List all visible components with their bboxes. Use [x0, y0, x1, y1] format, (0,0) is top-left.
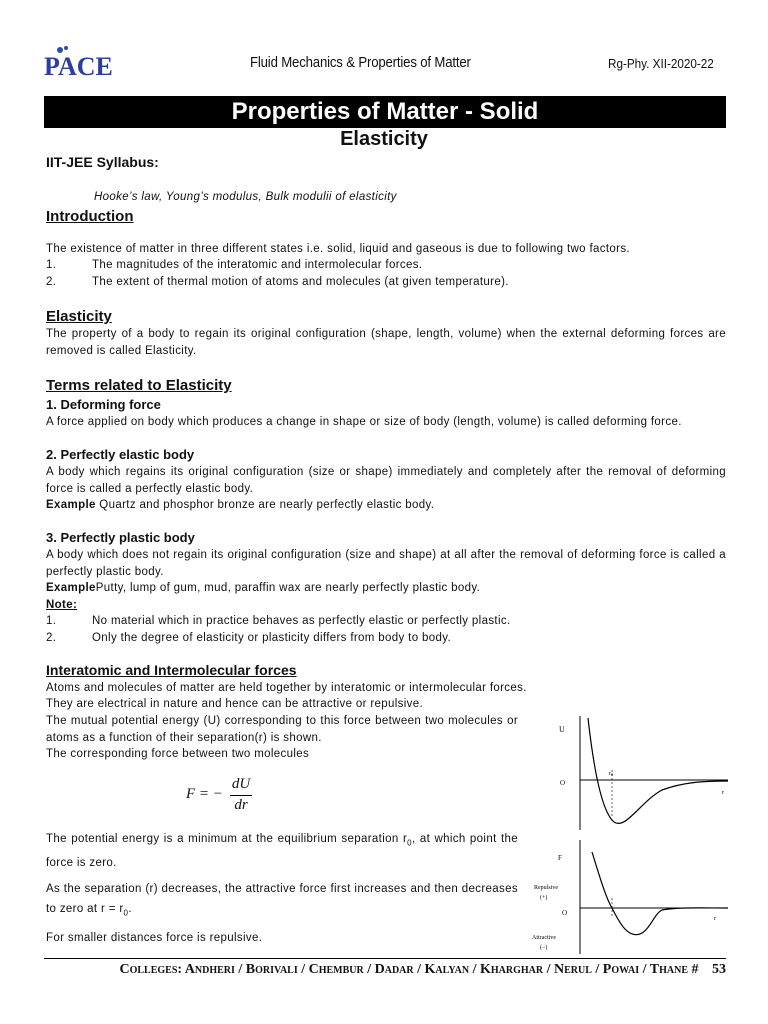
r-label: r — [714, 916, 716, 922]
footer-colleges: Colleges: Andheri / Borivali / Chembur / Dadar / Kalyan / Kharghar / Nerul / Powai / Thane # — [119, 962, 699, 977]
notes-list — [46, 613, 726, 647]
forces-para6 — [46, 879, 518, 923]
formula-denominator: dr — [234, 797, 248, 813]
note-label: Note: — [46, 599, 78, 611]
note-number: 1. — [46, 615, 57, 627]
note-text: Only the degree of elasticity or plasticity differs from body to body. — [92, 632, 452, 644]
para5-text-end: , at which point the force is zero. — [46, 833, 518, 870]
forces-heading: Interatomic and Intermolecular forces — [46, 662, 297, 678]
deforming-heading: 1. Deforming force — [46, 397, 161, 412]
plastic-text: A body which does not regain its original configuration (size and shape) at all after the removal of deforming force is called a perfectly plastic body. — [46, 549, 726, 578]
logo-text: PACE — [44, 52, 113, 80]
f-label: F — [558, 854, 562, 862]
potential-energy-graph — [528, 712, 736, 832]
attractive-label: Attractive — [532, 935, 556, 941]
para5-text: The potential energy is a minimum at the equilibrium separation r — [46, 833, 408, 845]
example-text: Quartz and phosphor bronze are nearly perfectly elastic body. — [95, 499, 435, 511]
elastic-heading: 2. Perfectly elastic body — [46, 447, 195, 462]
introduction-heading: Introduction — [46, 208, 134, 225]
para6-text: As the separation (r) decreases, the attractive force first increases and then decreases to zero at r = r — [46, 883, 518, 915]
footer-divider — [44, 958, 726, 959]
header-subject: Fluid Mechanics & Properties of Matter — [250, 54, 471, 71]
pace-logo — [44, 44, 134, 80]
item-number: 2. — [46, 276, 57, 288]
header-code: Rg-Phy. XII-2020-22 — [608, 56, 714, 71]
syllabus-text: Hooke’s law, Young’s modulus, Bulk modulii of elasticity — [94, 191, 397, 203]
forces-line1: Atoms and molecules of matter are held together by interatomic or intermolecular forces. — [46, 682, 527, 694]
terms-heading: Terms related to Elasticity — [46, 377, 232, 394]
elastic-text: A body which regains its original configuration (size or shape) immediately and completely after the removal of deforming force is called a perfectly elastic body. — [46, 466, 726, 495]
para5-subscript: 0 — [407, 838, 412, 848]
elastic-example — [46, 497, 434, 514]
plastic-heading: 3. Perfectly plastic body — [46, 530, 195, 545]
note-text: No material which in practice behaves as perfectly elastic or perfectly plastic. — [92, 615, 511, 627]
force-graph — [528, 838, 736, 954]
note-number: 2. — [46, 632, 57, 644]
deforming-text: A force applied on body which produces a change in shape or size of body (length, volume) is called deforming force. — [46, 416, 682, 428]
item-text: The extent of thermal motion of atoms and molecules (at given temperature). — [92, 276, 509, 288]
repulsive-sign: (+) — [540, 895, 548, 901]
item-number: 1. — [46, 259, 57, 271]
forces-para5 — [46, 829, 518, 873]
introduction-list — [46, 257, 726, 291]
example-label: Example — [46, 499, 96, 511]
syllabus-heading: IIT-JEE Syllabus: — [46, 154, 159, 170]
para6-subscript: 0 — [123, 908, 129, 918]
repulsive-label: Repulsive — [534, 885, 558, 891]
u-label: U — [559, 725, 565, 734]
formula-bar — [230, 795, 252, 796]
forces-line4: The corresponding force between two molecules — [46, 748, 310, 760]
force-curve — [592, 852, 728, 935]
forces-para3: The mutual potential energy (U) corresponding to this force between two molecules or atoms as a function of their separation(r) is shown. — [46, 715, 518, 744]
r-label: r — [722, 790, 724, 796]
elasticity-heading: Elasticity — [46, 308, 112, 325]
item-text: The magnitudes of the interatomic and intermolecular forces. — [92, 259, 423, 271]
formula-numerator: dU — [231, 776, 251, 792]
page-number: 53 — [712, 962, 726, 977]
page-title: Properties of Matter - Solid — [44, 96, 726, 128]
footer — [44, 962, 726, 978]
plastic-example — [46, 580, 480, 597]
origin-label: O — [562, 909, 568, 917]
page-subtitle: Elasticity — [340, 128, 428, 150]
introduction-para: The existence of matter in three different states i.e. solid, liquid and gaseous is due to following two factors. — [46, 243, 630, 255]
elasticity-para: The property of a body to regain its original configuration (shape, length, volume) when the external deforming forces are removed is called Elasticity. — [46, 328, 726, 357]
r0-label: r0 — [609, 771, 613, 777]
example-text: Putty, lump of gum, mud, paraffin wax are nearly perfectly plastic body. — [95, 582, 481, 594]
forces-line2: They are electrical in nature and hence can be attractive or repulsive. — [46, 698, 424, 710]
example-label: Example — [46, 582, 96, 594]
force-formula — [186, 776, 266, 816]
origin-label: O — [560, 779, 566, 787]
para6-text-end: . — [128, 903, 132, 915]
attractive-sign: (−) — [540, 945, 548, 951]
formula-lhs: F = − — [186, 786, 223, 802]
forces-para7: For smaller distances force is repulsive. — [46, 932, 263, 944]
